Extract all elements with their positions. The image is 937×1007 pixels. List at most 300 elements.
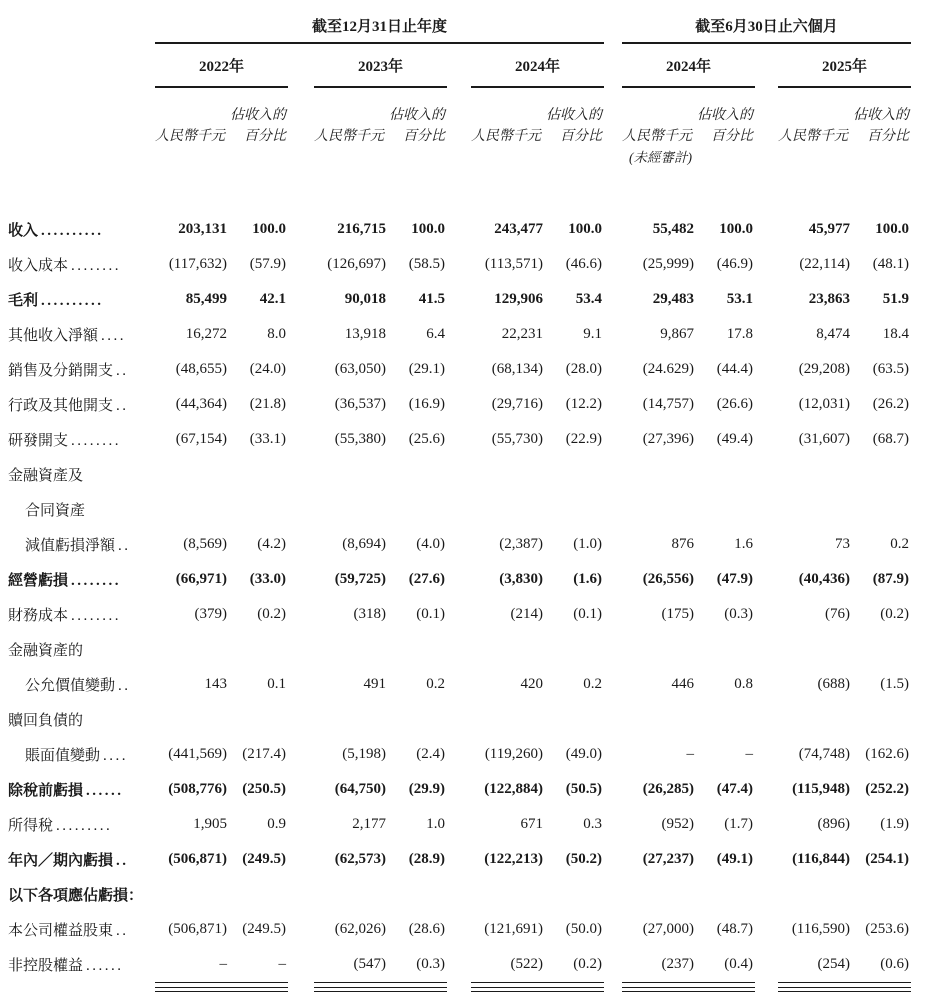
row-label xyxy=(8,667,155,702)
amount-cell: 45,977 xyxy=(808,221,850,237)
amount-cell: 129,906 xyxy=(494,291,543,307)
row-label xyxy=(8,842,155,877)
year-gap xyxy=(755,667,778,702)
amount-cell: (8,569) xyxy=(183,536,227,552)
amount-cell: (27,000) xyxy=(642,921,694,937)
table-row xyxy=(8,702,911,737)
pct-cell: (29.9) xyxy=(408,781,445,797)
pct-cell: 100.0 xyxy=(568,221,602,237)
pct-of-revenue-header-line2: 百分比 xyxy=(867,129,909,144)
subheader-row xyxy=(8,87,911,168)
leader-dots: .. xyxy=(116,853,129,869)
row-label xyxy=(8,632,155,667)
amount-cell: (24.629) xyxy=(642,361,694,377)
leader-dots: .. xyxy=(116,363,129,379)
amount-cell: (122,213) xyxy=(484,851,543,867)
row-label-text: 毛利 xyxy=(8,293,39,309)
pct-cell: 0.2 xyxy=(890,536,909,552)
pct-cell: (26.6) xyxy=(716,396,753,412)
table-row xyxy=(8,422,911,457)
pct-cell: (0.2) xyxy=(257,606,286,622)
leader-dots: ......... xyxy=(56,818,113,834)
rule-cell xyxy=(227,983,288,996)
year-gap xyxy=(447,947,471,983)
pct-cell: (2.4) xyxy=(416,746,445,762)
table-row xyxy=(8,772,911,807)
table-row xyxy=(8,492,911,527)
amount-cell: 143 xyxy=(204,676,227,692)
row-label xyxy=(8,597,155,632)
row-label-text: 贖回負債的 xyxy=(8,713,84,729)
row-label-text: 除稅前虧損 xyxy=(8,783,84,799)
year-gap xyxy=(604,983,622,996)
year-gap xyxy=(447,807,471,842)
row-label xyxy=(8,212,155,247)
row-label-text: 減值虧損淨額 xyxy=(25,538,116,554)
year-gap xyxy=(604,562,622,597)
year-gap xyxy=(447,772,471,807)
amount-cell: (55,380) xyxy=(334,431,386,447)
row-label-text: 所得稅 xyxy=(8,818,54,834)
table-row xyxy=(8,457,911,492)
amount-cell: 446 xyxy=(671,676,694,692)
amount-cell: (119,260) xyxy=(484,746,543,762)
double-rule xyxy=(386,987,447,992)
table-row xyxy=(8,387,911,422)
group-header-row xyxy=(8,8,911,43)
rule-cell xyxy=(471,983,543,996)
pct-of-revenue-cell xyxy=(543,87,604,168)
corner-cell xyxy=(8,43,155,87)
note-spacer xyxy=(694,147,755,168)
header-gap-cell xyxy=(8,168,911,212)
year-gap xyxy=(447,387,471,422)
row-label xyxy=(8,737,155,772)
amount-unit-header: 人民幣千元 xyxy=(155,129,225,144)
year-gap xyxy=(447,842,471,877)
pct-cell: 100.0 xyxy=(875,221,909,237)
pct-cell: (250.5) xyxy=(242,781,286,797)
amount-cell: (254) xyxy=(778,947,850,983)
unaudited-note: (未經審計) xyxy=(629,150,692,165)
amount-unit-header: 人民幣千元 xyxy=(471,129,541,144)
amount-cell: (36,537) xyxy=(334,396,386,412)
row-label-text: 公允價值變動 xyxy=(25,678,116,694)
pct-cell: (44.4) xyxy=(716,361,753,377)
amount-cell: (175) xyxy=(661,606,694,622)
year-header: 2022年 xyxy=(155,43,288,87)
pct-cell: 8.0 xyxy=(267,326,286,342)
year-gap xyxy=(604,422,622,457)
pct-cell: (49.1) xyxy=(716,851,753,867)
pct-of-revenue-cell xyxy=(850,87,911,168)
note-spacer xyxy=(314,147,386,168)
row-label-text: 金融資產及 xyxy=(8,468,84,484)
year-gap xyxy=(604,597,622,632)
row-label-text: 其他收入淨額 xyxy=(8,328,99,344)
amount-cell: (68,134) xyxy=(491,361,543,377)
pct-cell: 0.2 xyxy=(426,676,445,692)
row-label xyxy=(8,387,155,422)
row-label-text: 年內／期內虧損 xyxy=(8,853,114,869)
pct-cell: 100.0 xyxy=(719,221,753,237)
amount-cell: (113,571) xyxy=(484,256,543,272)
amount-cell: (74,748) xyxy=(798,746,850,762)
year-gap xyxy=(288,282,314,317)
pct-cell: 1.0 xyxy=(426,816,445,832)
pct-cell: (0.1) xyxy=(573,606,602,622)
double-rule xyxy=(155,987,227,992)
pct-cell: (1.5) xyxy=(880,676,909,692)
amount-cell: (66,971) xyxy=(175,571,227,587)
leader-dots: ...... xyxy=(86,783,124,799)
pct-cell: (48.7) xyxy=(716,921,753,937)
amount-cell: (25,999) xyxy=(642,256,694,272)
note-spacer xyxy=(386,147,447,168)
row-label xyxy=(8,702,155,737)
leader-dots: ...... xyxy=(86,958,124,975)
year-gap xyxy=(604,87,622,168)
amount-cell: (64,750) xyxy=(334,781,386,797)
pct-cell: (162.6) xyxy=(865,746,909,762)
amount-cell: (5,198) xyxy=(342,746,386,762)
year-gap xyxy=(755,43,778,87)
table-row xyxy=(8,247,911,282)
amount-cell: 876 xyxy=(671,536,694,552)
row-label xyxy=(8,947,155,983)
pct-cell: (1.6) xyxy=(573,571,602,587)
amount-cell: (117,632) xyxy=(168,256,227,272)
year-gap xyxy=(447,737,471,772)
pct-cell: (249.5) xyxy=(242,921,286,937)
amount-unit-header: 人民幣千元 xyxy=(314,129,384,144)
pct-cell: 0.3 xyxy=(583,816,602,832)
pct-cell: (16.9) xyxy=(408,396,445,412)
pct-of-revenue-header-line1: 佔收入的 xyxy=(697,108,753,123)
year-gap xyxy=(447,597,471,632)
year-gap xyxy=(288,772,314,807)
amount-cell: (116,590) xyxy=(791,921,850,937)
amount-cell: (896) xyxy=(817,816,850,832)
row-label xyxy=(8,352,155,387)
pct-of-revenue-header-line2: 百分比 xyxy=(403,129,445,144)
amount-unit-header: 人民幣千元 xyxy=(622,129,692,144)
row-label xyxy=(8,877,155,912)
pct-cell: (24.0) xyxy=(249,361,286,377)
table-row xyxy=(8,667,911,702)
year-header: 2025年 xyxy=(778,43,911,87)
amount-cell: 22,231 xyxy=(501,326,543,342)
year-gap xyxy=(288,422,314,457)
pct-cell: (50.2) xyxy=(565,851,602,867)
pct-cell: (0.3) xyxy=(724,606,753,622)
leader-dots: .... xyxy=(103,748,129,764)
corner-cell xyxy=(8,87,155,168)
year-gap xyxy=(288,212,314,247)
year-gap xyxy=(604,352,622,387)
year-gap xyxy=(604,282,622,317)
amount-cell: (59,725) xyxy=(334,571,386,587)
double-rule xyxy=(850,987,911,992)
row-label xyxy=(8,282,155,317)
pct-cell: 51.9 xyxy=(882,291,909,307)
amount-cell: (48,655) xyxy=(175,361,227,377)
amount-cell: (121,691) xyxy=(484,921,543,937)
group-gap xyxy=(604,8,622,43)
amount-cell: (62,573) xyxy=(334,851,386,867)
table-row xyxy=(8,352,911,387)
amount-cell: (27,237) xyxy=(642,851,694,867)
leader-dots: .. xyxy=(116,398,129,414)
amount-cell: 13,918 xyxy=(344,326,386,342)
header-gap-row xyxy=(8,168,911,212)
pct-cell: (254.1) xyxy=(865,851,909,867)
amount-cell: 85,499 xyxy=(185,291,227,307)
year-gap xyxy=(604,667,622,702)
pct-cell: 100.0 xyxy=(252,221,286,237)
pct-cell: (49.0) xyxy=(565,746,602,762)
double-rule xyxy=(778,987,850,992)
amount-cell: (12,031) xyxy=(798,396,850,412)
empty-cells xyxy=(155,492,911,527)
pct-of-revenue-header-line2: 百分比 xyxy=(244,129,286,144)
pct-cell: (0.1) xyxy=(416,606,445,622)
year-gap xyxy=(604,772,622,807)
year-gap xyxy=(447,527,471,562)
year-gap xyxy=(755,352,778,387)
pct-of-revenue-header-line1: 佔收入的 xyxy=(230,108,286,123)
rule-cell xyxy=(694,983,755,996)
year-gap xyxy=(447,282,471,317)
amount-cell: (29,716) xyxy=(491,396,543,412)
leader-dots: ........ xyxy=(71,258,122,274)
row-label xyxy=(8,247,155,282)
note-spacer xyxy=(850,147,911,168)
table-row xyxy=(8,562,911,597)
pct-cell: (22.9) xyxy=(565,431,602,447)
pct-cell: (28.0) xyxy=(565,361,602,377)
year-gap xyxy=(755,282,778,317)
pct-cell: 0.1 xyxy=(267,676,286,692)
row-label xyxy=(8,492,155,527)
pct-cell: (1.9) xyxy=(880,816,909,832)
pct-cell: (33.0) xyxy=(249,571,286,587)
rule-cell xyxy=(543,983,604,996)
year-gap xyxy=(447,212,471,247)
row-label-text: 研發開支 xyxy=(8,433,69,449)
amount-unit-cell xyxy=(155,87,227,168)
year-gap xyxy=(288,352,314,387)
leader-dots: ........ xyxy=(71,573,122,589)
pct-cell: 0.9 xyxy=(267,816,286,832)
pct-cell: (46.6) xyxy=(565,256,602,272)
amount-cell: 8,474 xyxy=(816,326,850,342)
amount-cell: (952) xyxy=(661,816,694,832)
row-label-text: 金融資產的 xyxy=(8,643,84,659)
year-gap xyxy=(604,43,622,87)
pct-cell: (0.4) xyxy=(694,947,755,983)
pct-of-revenue-header-line2: 百分比 xyxy=(560,129,602,144)
amount-cell: (14,757) xyxy=(642,396,694,412)
table-row xyxy=(8,527,911,562)
amount-cell: (76) xyxy=(825,606,850,622)
year-gap xyxy=(288,317,314,352)
pct-cell: 18.4 xyxy=(882,326,909,342)
amount-cell: (116,844) xyxy=(792,851,850,867)
amount-cell: (55,730) xyxy=(491,431,543,447)
pct-cell: 0.2 xyxy=(583,676,602,692)
table-row xyxy=(8,632,911,667)
pct-cell: 41.5 xyxy=(418,291,445,307)
pct-cell: (249.5) xyxy=(242,851,286,867)
year-gap xyxy=(755,562,778,597)
year-gap xyxy=(755,912,778,947)
year-gap xyxy=(604,527,622,562)
amount-cell: 23,863 xyxy=(808,291,850,307)
table-row xyxy=(8,877,911,912)
year-gap xyxy=(447,912,471,947)
amount-cell: 73 xyxy=(835,536,850,552)
table-row xyxy=(8,597,911,632)
year-gap xyxy=(755,527,778,562)
year-gap xyxy=(755,983,778,996)
year-gap xyxy=(288,597,314,632)
year-gap xyxy=(604,737,622,772)
pct-cell: (0.2) xyxy=(543,947,604,983)
pct-cell: (48.1) xyxy=(872,256,909,272)
amount-cell: – xyxy=(686,746,694,762)
empty-cells xyxy=(155,457,911,492)
year-gap xyxy=(755,422,778,457)
rule-cell xyxy=(314,983,386,996)
pct-of-revenue-header-line1: 佔收入的 xyxy=(546,108,602,123)
amount-cell: (44,364) xyxy=(175,396,227,412)
pct-cell: (33.1) xyxy=(249,431,286,447)
double-rule xyxy=(227,987,288,992)
empty-cells xyxy=(155,632,911,667)
year-gap xyxy=(288,247,314,282)
year-gap xyxy=(755,247,778,282)
empty-cells xyxy=(155,702,911,737)
pct-cell: (46.9) xyxy=(716,256,753,272)
pct-cell: 17.8 xyxy=(726,326,753,342)
pct-cell: (1.0) xyxy=(573,536,602,552)
income-statement-table xyxy=(8,8,911,995)
year-gap xyxy=(447,247,471,282)
rule-cell xyxy=(386,983,447,996)
amount-unit-cell xyxy=(622,87,694,168)
leader-dots: .......... xyxy=(41,293,104,309)
pct-cell: (63.5) xyxy=(872,361,909,377)
row-label xyxy=(8,562,155,597)
year-header: 2024年 xyxy=(622,43,755,87)
note-spacer xyxy=(543,147,604,168)
row-label-text: 本公司權益股東 xyxy=(8,923,114,939)
year-gap xyxy=(447,667,471,702)
amount-cell: 203,131 xyxy=(178,221,227,237)
year-gap xyxy=(604,212,622,247)
year-gap xyxy=(604,947,622,983)
year-gap xyxy=(755,597,778,632)
year-gap xyxy=(755,772,778,807)
table-row xyxy=(8,317,911,352)
year-gap xyxy=(288,667,314,702)
pct-of-revenue-cell xyxy=(386,87,447,168)
rule-cell xyxy=(850,983,911,996)
pct-cell: (12.2) xyxy=(565,396,602,412)
year-gap xyxy=(755,317,778,352)
leader-dots: .......... xyxy=(41,223,104,239)
amount-unit-cell xyxy=(471,87,543,168)
year-gap xyxy=(604,247,622,282)
year-gap xyxy=(604,387,622,422)
double-rule xyxy=(314,987,386,992)
amount-cell: (27,396) xyxy=(642,431,694,447)
pct-cell: – xyxy=(745,746,753,762)
pct-cell: (68.7) xyxy=(872,431,909,447)
pct-cell: (28.6) xyxy=(408,921,445,937)
year-gap xyxy=(447,562,471,597)
amount-cell: (22,114) xyxy=(799,256,850,272)
year-gap xyxy=(447,43,471,87)
amount-cell: (67,154) xyxy=(175,431,227,447)
year-gap xyxy=(288,43,314,87)
amount-cell: 243,477 xyxy=(494,221,543,237)
pct-cell: (0.6) xyxy=(850,947,911,983)
pct-cell: (25.6) xyxy=(408,431,445,447)
pct-cell: (0.3) xyxy=(386,947,447,983)
amount-cell: 9,867 xyxy=(660,326,694,342)
year-gap xyxy=(755,387,778,422)
pct-cell: 42.1 xyxy=(259,291,286,307)
year-gap xyxy=(288,842,314,877)
row-label xyxy=(8,527,155,562)
year-header: 2024年 xyxy=(471,43,604,87)
pct-cell: (29.1) xyxy=(408,361,445,377)
rule-row-label-spacer xyxy=(8,983,155,996)
pct-of-revenue-cell xyxy=(227,87,288,168)
amount-cell: (31,607) xyxy=(798,431,850,447)
double-rule-row xyxy=(8,983,911,996)
amount-unit-cell xyxy=(314,87,386,168)
amount-cell: (122,884) xyxy=(484,781,543,797)
row-label-text: 以下各項應佔虧損： xyxy=(8,888,144,904)
leader-dots: ........ xyxy=(71,608,122,624)
pct-cell: (47.9) xyxy=(716,571,753,587)
year-gap xyxy=(755,87,778,168)
row-label xyxy=(8,422,155,457)
table-row xyxy=(8,282,911,317)
note-spacer xyxy=(155,147,227,168)
pct-cell: (49.4) xyxy=(716,431,753,447)
pct-cell: (57.9) xyxy=(249,256,286,272)
pct-cell: – xyxy=(227,947,288,983)
year-gap xyxy=(288,912,314,947)
amount-cell: 1,905 xyxy=(193,816,227,832)
amount-cell: (40,436) xyxy=(798,571,850,587)
note-spacer xyxy=(227,147,288,168)
period-group-header: 截至6月30日止六個月 xyxy=(622,8,911,43)
amount-cell: (2,387) xyxy=(499,536,543,552)
pct-of-revenue-header-line2: 百分比 xyxy=(711,129,753,144)
leader-dots: .. xyxy=(116,923,129,939)
row-label xyxy=(8,457,155,492)
pct-cell: (4.0) xyxy=(416,536,445,552)
year-gap xyxy=(604,807,622,842)
amount-cell: 216,715 xyxy=(337,221,386,237)
amount-cell: (318) xyxy=(353,606,386,622)
amount-cell: (8,694) xyxy=(342,536,386,552)
